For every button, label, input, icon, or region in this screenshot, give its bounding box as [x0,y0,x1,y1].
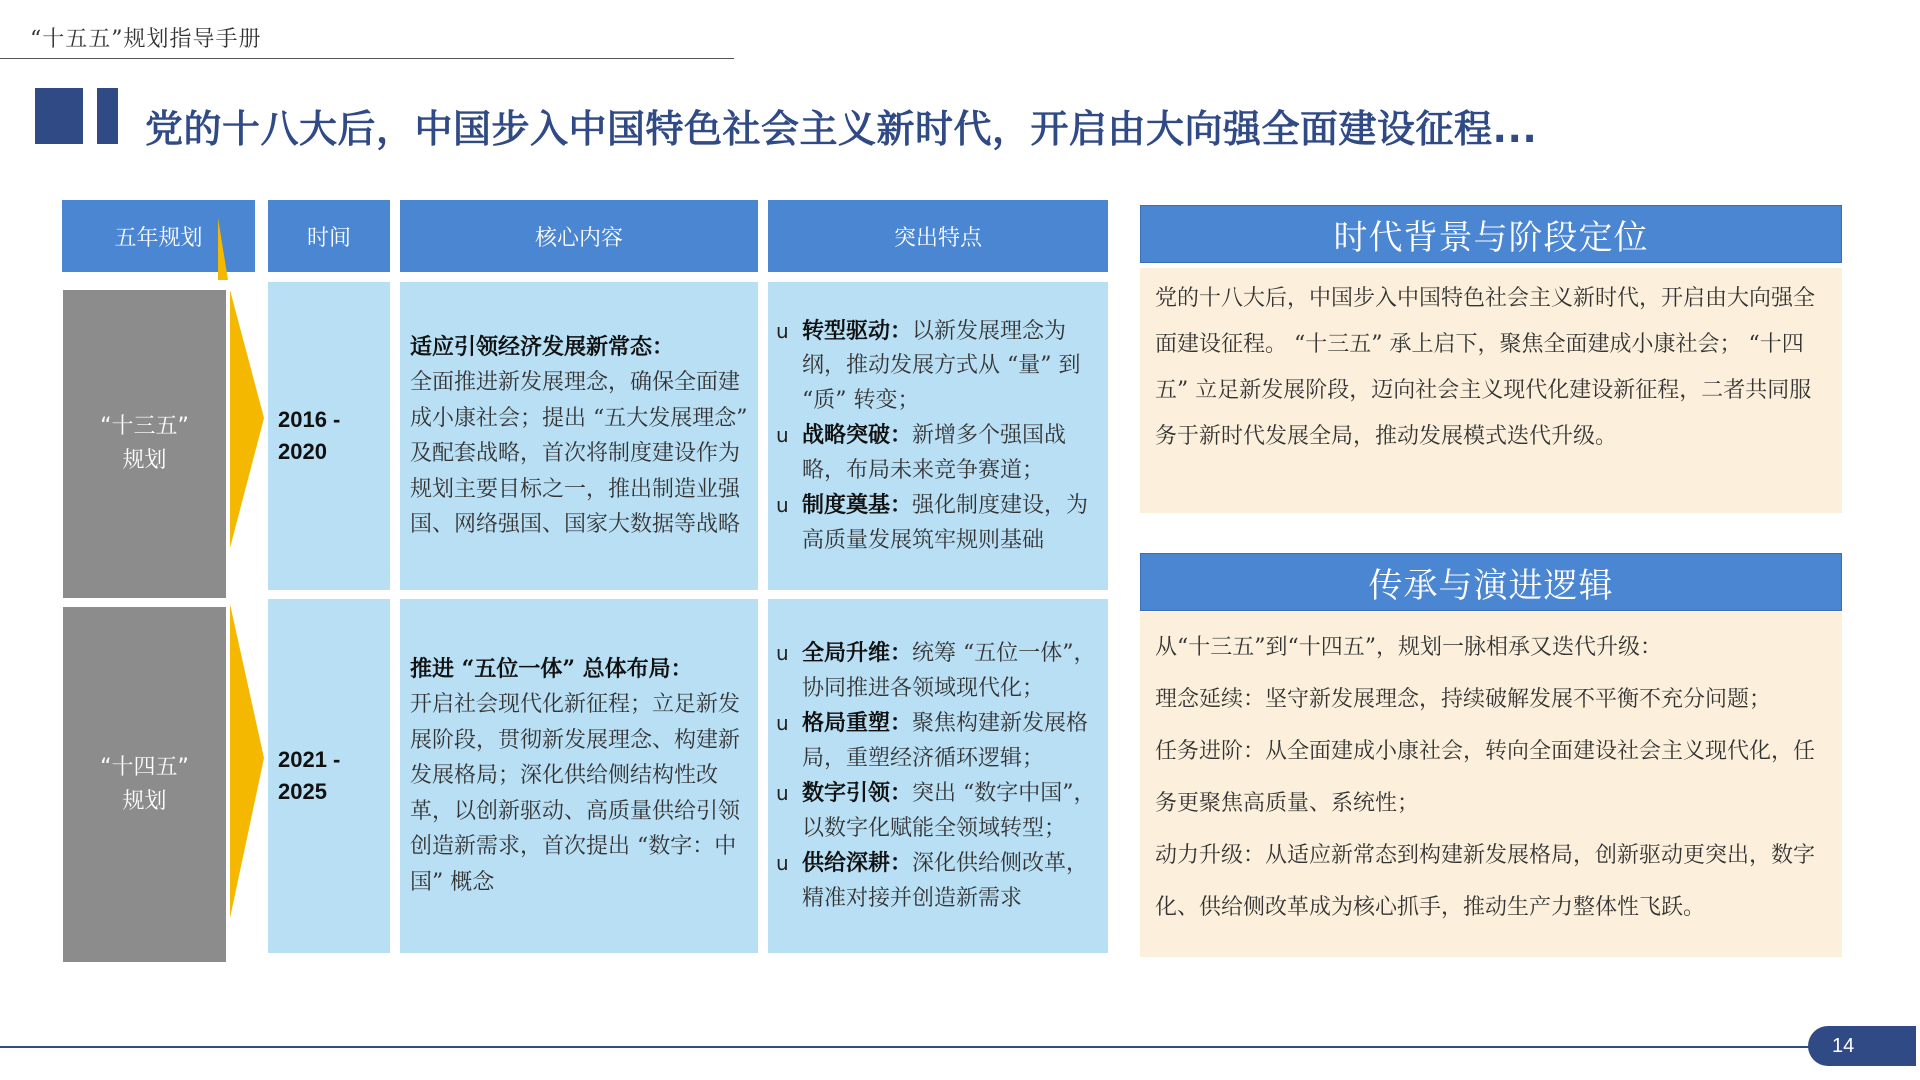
panel-paragraph: 党的十八大后，中国步入中国特色社会主义新时代，开启由大向强全面建设征程。 “十三五” 承上启下，聚焦全面建成小康社会； “十四五” 立足新发展阶段，迈向社会主义现代化建设新征程，二者共同服务于新时代发展全局，推动发展模式迭代升级。 [1155,286,1816,449]
bullet-icon: u [776,423,789,448]
core-lead: 推进 “五位一体” 总体布局： [410,655,693,682]
feature-text: 新增多个强国战略，布局未来竞争赛道； [802,423,1067,483]
header-divider [0,58,734,59]
feature-text: 强化制度建设，为高质量发展筑牢规则基础 [802,493,1089,553]
bullet-icon: u [776,641,789,665]
column-header-core: 核心内容 [400,200,758,272]
feature-text: 聚焦构建新发展格局，重塑经济循环逻辑； [802,711,1089,771]
feature-text: 深化供给侧改革，精准对接并创造新需求 [802,851,1089,911]
feature-label: 供给深耕： [802,850,913,876]
feature-label: 制度奠基： [802,492,913,519]
feature-text: 统筹 “五位一体”，协同推进各领域现代化； [802,641,1096,701]
feature-label: 转型驱动： [802,317,913,344]
feature-item [776,706,1102,776]
feature-label: 格局重塑： [802,710,913,736]
title-accent-block [35,88,83,144]
feature-item [776,776,1102,846]
feature-item [776,846,1102,916]
plan-cell-14th: “十四五” 规划 [63,607,226,962]
panel-body-succession [1140,612,1842,957]
panel-title-succession: 传承与演进逻辑 [1140,553,1842,611]
core-text: 开启社会现代化新征程；立足新发展阶段，贯彻新发展理念、构建新发展格局；深化供给侧结构性改革，以创新驱动、高质量供给引领创造新需求，首次提出 “数字：中国” 概念 [410,692,741,895]
core-content-14th [400,599,758,953]
panel-paragraph: 理念延续：坚守新发展理念，持续破解发展不平衡不充分问题； [1155,687,1772,712]
feature-item [776,636,1102,706]
bullet-icon: u [776,318,789,343]
panel-paragraph: 动力升级：从适应新常态到构建新发展格局，创新驱动更突出，数字化、供给侧改革成为核心抓手，推动生产力整体性飞跃。 [1155,843,1816,920]
footer-divider [0,1046,1810,1048]
time-cell-14th: 2021 - 2025 [268,599,390,953]
feature-item [776,314,1102,419]
title-accent-bar [97,88,118,144]
bullet-icon: u [776,781,789,805]
bullet-icon: u [776,851,789,875]
bullet-icon: u [776,711,789,735]
panel-title-background: 时代背景与阶段定位 [1140,205,1842,263]
page-title: 党的十八大后，中国步入中国特色社会主义新时代，开启由大向强全面建设征程... [145,107,1538,151]
feature-text: 突出 “数字中国”，以数字化赋能全领域转型； [802,781,1096,841]
bullet-icon: u [776,493,789,518]
panel-paragraph: 从“十三五”到“十四五”，规划一脉相承又迭代升级： [1155,635,1662,660]
feature-text: 以新发展理念为纲，推动发展方式从 “量” 到 “质” 转变； [802,318,1081,413]
column-header-features: 突出特点 [768,200,1108,272]
feature-label: 全局升维： [802,640,913,666]
core-lead: 适应引领经济发展新常态： [410,333,675,360]
column-header-plan: 五年规划 [62,200,255,272]
feature-label: 战略突破： [802,422,913,449]
plan-cell-13th: “十三五” 规划 [63,290,226,598]
page-number: 14 [1808,1026,1916,1066]
document-title: “十五五”规划指导手册 [30,27,262,52]
feature-label: 数字引领： [802,780,913,806]
features-13th [768,282,1108,590]
time-cell-13th: 2016 - 2020 [268,282,390,590]
panel-body-background [1140,268,1842,513]
column-header-time: 时间 [268,200,390,272]
feature-item [776,488,1102,558]
panel-paragraph: 任务进阶：从全面建成小康社会，转向全面建设社会主义现代化，任务更聚焦高质量、系统性； [1155,739,1816,816]
features-14th [768,599,1108,953]
core-text: 全面推进新发展理念，确保全面建成小康社会；提出 “五大发展理念” 及配套战略，首次将制度建设作为规划主要目标之一，推出制造业强国、网络强国、国家大数据等战略 [410,370,748,537]
core-content-13th [400,282,758,590]
feature-item [776,418,1102,488]
